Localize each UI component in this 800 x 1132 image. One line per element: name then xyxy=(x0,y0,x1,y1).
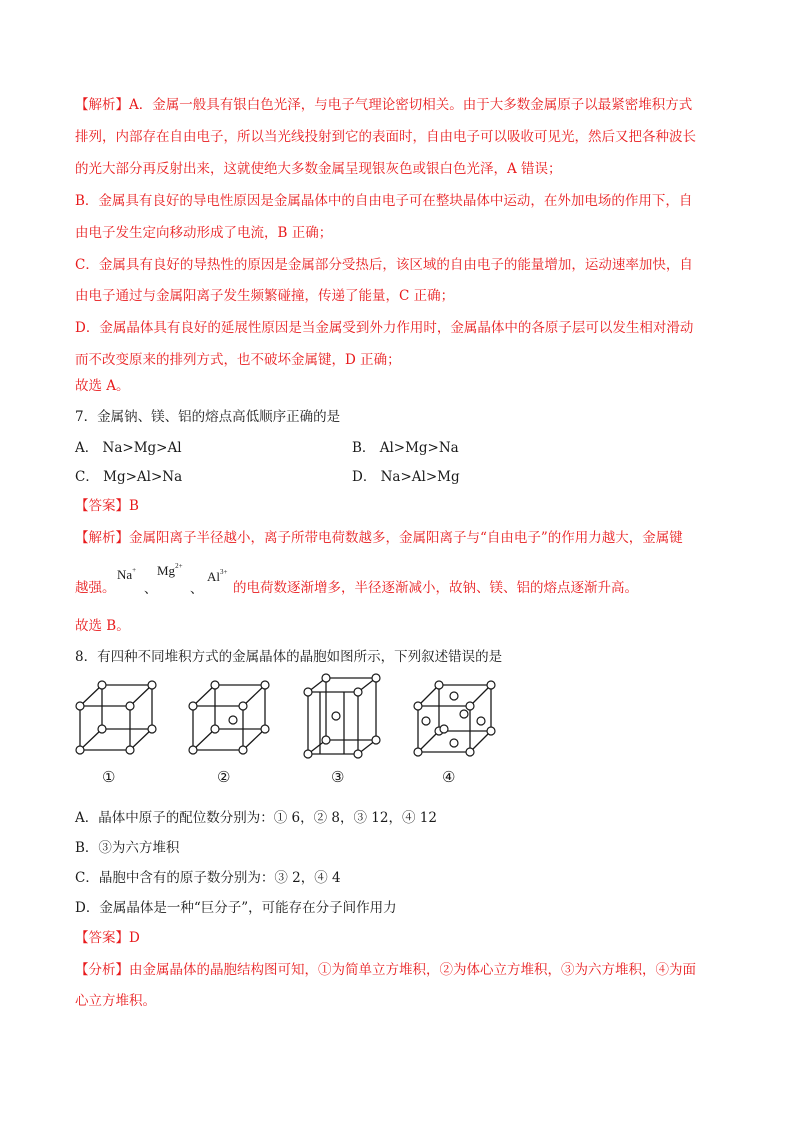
question-7-answer: 【答案】B xyxy=(75,498,139,514)
question-7-analysis-line-2-prefix: 越强。 xyxy=(75,580,116,596)
question-8-stem: 8．有四种不同堆积方式的金属晶体的晶胞如图所示，下列叙述错误的是 xyxy=(75,649,503,665)
magnesium-ion-symbol: Mg xyxy=(157,563,176,578)
ion-separator-2: 、 xyxy=(190,582,204,597)
question-8-analysis-line-1: 【分析】由金属晶体的晶胞结构图可知，①为简单立方堆积，②为体心立方堆积，③为六方堆积，④为面 xyxy=(75,962,696,978)
aluminium-ion-charge: 3+ xyxy=(220,568,228,576)
analysis-6-choice: 故选 A。 xyxy=(75,378,130,394)
question-8-option-c: C．晶胞中含有的原子数分别为：③ 2，④ 4 xyxy=(75,870,341,886)
analysis-6-line-7: 由电子通过与金属阳离子发生频繁碰撞，传递了能量，C 正确； xyxy=(75,288,455,304)
sodium-ion xyxy=(117,566,136,583)
question-7-analysis-line-1: 【解析】金属阳离子半径越小，离子所带电荷数越多，金属阳离子与“自由电子”的作用力越大，金属键 xyxy=(75,530,683,546)
analysis-6-line-5: 由电子发生定向移动形成了电流，B 正确； xyxy=(75,225,333,241)
caption-cell-2: ② xyxy=(217,768,231,786)
magnesium-ion xyxy=(157,562,183,579)
question-7-choice: 故选 B。 xyxy=(75,618,130,634)
question-8-option-d: D．金属晶体是一种“巨分子”，可能存在分子间作用力 xyxy=(75,900,397,916)
question-7-analysis-line-2-suffix: 的电荷数逐渐增多，半径逐渐减小，故钠、镁、铝的熔点逐渐升高。 xyxy=(233,580,638,596)
magnesium-ion-charge: 2+ xyxy=(175,562,183,570)
question-8-option-a: A．晶体中原子的配位数分别为：① 6，② 8，③ 12，④ 12 xyxy=(75,810,437,826)
analysis-6-line-4: B．金属具有良好的导电性原因是金属晶体中的自由电子可在整块晶体中运动，在外加电场的作用下，自 xyxy=(75,193,693,209)
question-7-option-d: D． Na>Al>Mg xyxy=(352,469,460,485)
analysis-6-line-6: C．金属具有良好的导热性的原因是金属部分受热后，该区域的自由电子的能量增加，运动速率加快，自 xyxy=(75,257,693,273)
caption-cell-1: ① xyxy=(102,768,116,786)
question-7-option-b: B． Al>Mg>Na xyxy=(352,440,459,456)
analysis-6-line-3: 的光大部分再反射出来，这就使绝大多数金属呈现银灰色或银白色光泽，A 错误； xyxy=(75,161,562,177)
unit-cell-hexagonal xyxy=(298,672,388,762)
analysis-6-line-2: 排列，内部存在自由电子，所以当光线投射到它的表面时，自由电子可以吸收可见光，然后又把各种波长 xyxy=(75,129,696,145)
caption-cell-3: ③ xyxy=(331,768,345,786)
unit-cell-face-centered-cubic xyxy=(408,676,503,760)
question-8-answer: 【答案】D xyxy=(75,930,140,946)
question-7-option-a: A． Na>Mg>Al xyxy=(75,440,182,456)
question-8-analysis-line-2: 心立方堆积。 xyxy=(75,993,156,1009)
caption-cell-4: ④ xyxy=(442,768,456,786)
analysis-6-line-8: D．金属晶体具有良好的延展性原因是当金属受到外力作用时，金属晶体中的各原子层可以发生相对滑动 xyxy=(75,320,694,336)
unit-cell-body-centered-cubic xyxy=(183,676,283,758)
aluminium-ion-symbol: Al xyxy=(207,569,220,584)
question-7-option-c: C． Mg>Al>Na xyxy=(75,469,183,485)
sodium-ion-charge: + xyxy=(132,566,137,574)
analysis-6-line-9: 而不改变原来的排列方式，也不破坏金属键，D 正确； xyxy=(75,352,401,368)
question-7-stem: 7．金属钠、镁、铝的熔点高低顺序正确的是 xyxy=(75,409,341,425)
question-8-option-b: B．③为六方堆积 xyxy=(75,840,180,856)
sodium-ion-symbol: Na xyxy=(117,567,133,582)
unit-cell-simple-cubic xyxy=(70,676,170,758)
analysis-6-line-1: 【解析】A．金属一般具有银白色光泽，与电子气理论密切相关。由于大多数金属原子以最紧密堆积方式 xyxy=(75,97,693,113)
ion-separator-1: 、 xyxy=(144,582,158,597)
aluminium-ion xyxy=(207,568,227,585)
